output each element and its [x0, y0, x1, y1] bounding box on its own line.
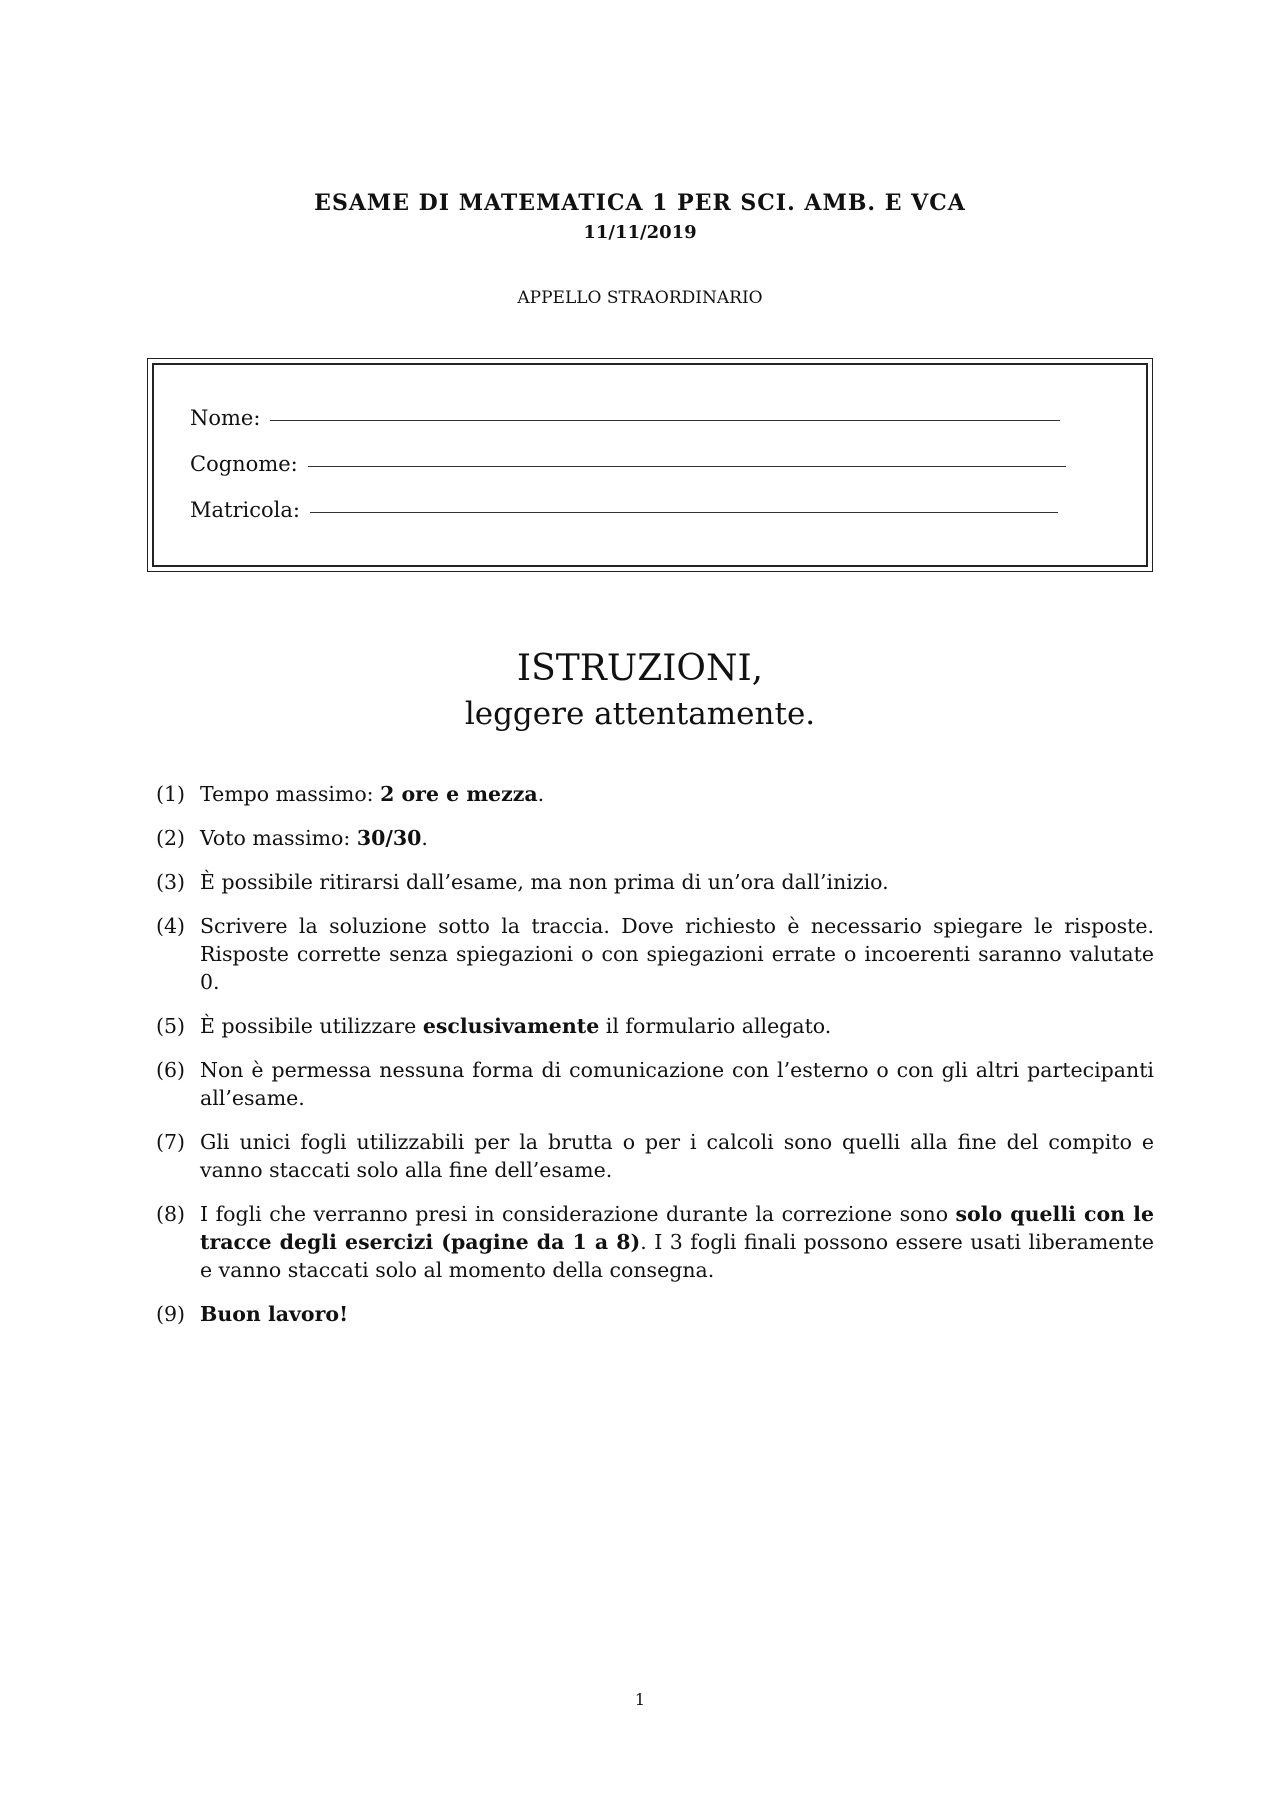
name-label: Nome: — [190, 406, 261, 430]
name-field — [190, 406, 1060, 430]
list-item: (2) Voto massimo: 30/30. — [156, 826, 428, 850]
exam-date: 11/11/2019 — [583, 222, 697, 243]
name-input-line[interactable] — [270, 420, 1060, 421]
instructions-heading: ISTRUZIONI, — [516, 648, 764, 689]
list-item: (7) Gli unici fogli utilizzabili per la brutta o per i calcoli sono quelli alla fine del compito e vanno staccati solo alla fine dell’esame. — [156, 1130, 1154, 1182]
instructions-list — [156, 780, 1154, 1344]
id-field — [190, 498, 1058, 522]
list-item: (8) I fogli che verranno presi in considerazione durante la correzione sono solo quelli con le tracce degli esercizi (pagine da 1 a 8). I 3 fogli finali possono essere usati liberamente e vanno staccati solo al momento della consegna. — [156, 1202, 1154, 1282]
instructions-subheading: leggere attentamente. — [464, 696, 816, 732]
id-label: Matricola: — [190, 498, 300, 522]
page-number: 1 — [634, 1690, 646, 1709]
list-item: (1) Tempo massimo: 2 ore e mezza. — [156, 782, 545, 806]
list-item: (6) Non è permessa nessuna forma di comunicazione con l’esterno o con gli altri partecipanti all’esame. — [156, 1058, 1154, 1110]
exam-session: APPELLO STRAORDINARIO — [517, 288, 763, 308]
id-input-line[interactable] — [310, 512, 1058, 513]
surname-input-line[interactable] — [308, 466, 1066, 467]
surname-field — [190, 452, 1066, 476]
list-item: (5) È possibile utilizzare esclusivamente il formulario allegato. — [156, 1014, 832, 1038]
list-item: (9) Buon lavoro! — [156, 1302, 349, 1326]
surname-label: Cognome: — [190, 452, 298, 476]
exam-title: ESAME DI MATEMATICA 1 PER SCI. AMB. E VCA — [314, 190, 966, 216]
list-item: (3) È possibile ritirarsi dall’esame, ma non prima di un’ora dall’inizio. — [156, 870, 889, 894]
list-item: (4) Scrivere la soluzione sotto la traccia. Dove richiesto è necessario spiegare le risposte. Risposte corrette senza spiegazioni o con spiegazioni errate o incoerenti saranno valutate 0. — [156, 914, 1154, 994]
